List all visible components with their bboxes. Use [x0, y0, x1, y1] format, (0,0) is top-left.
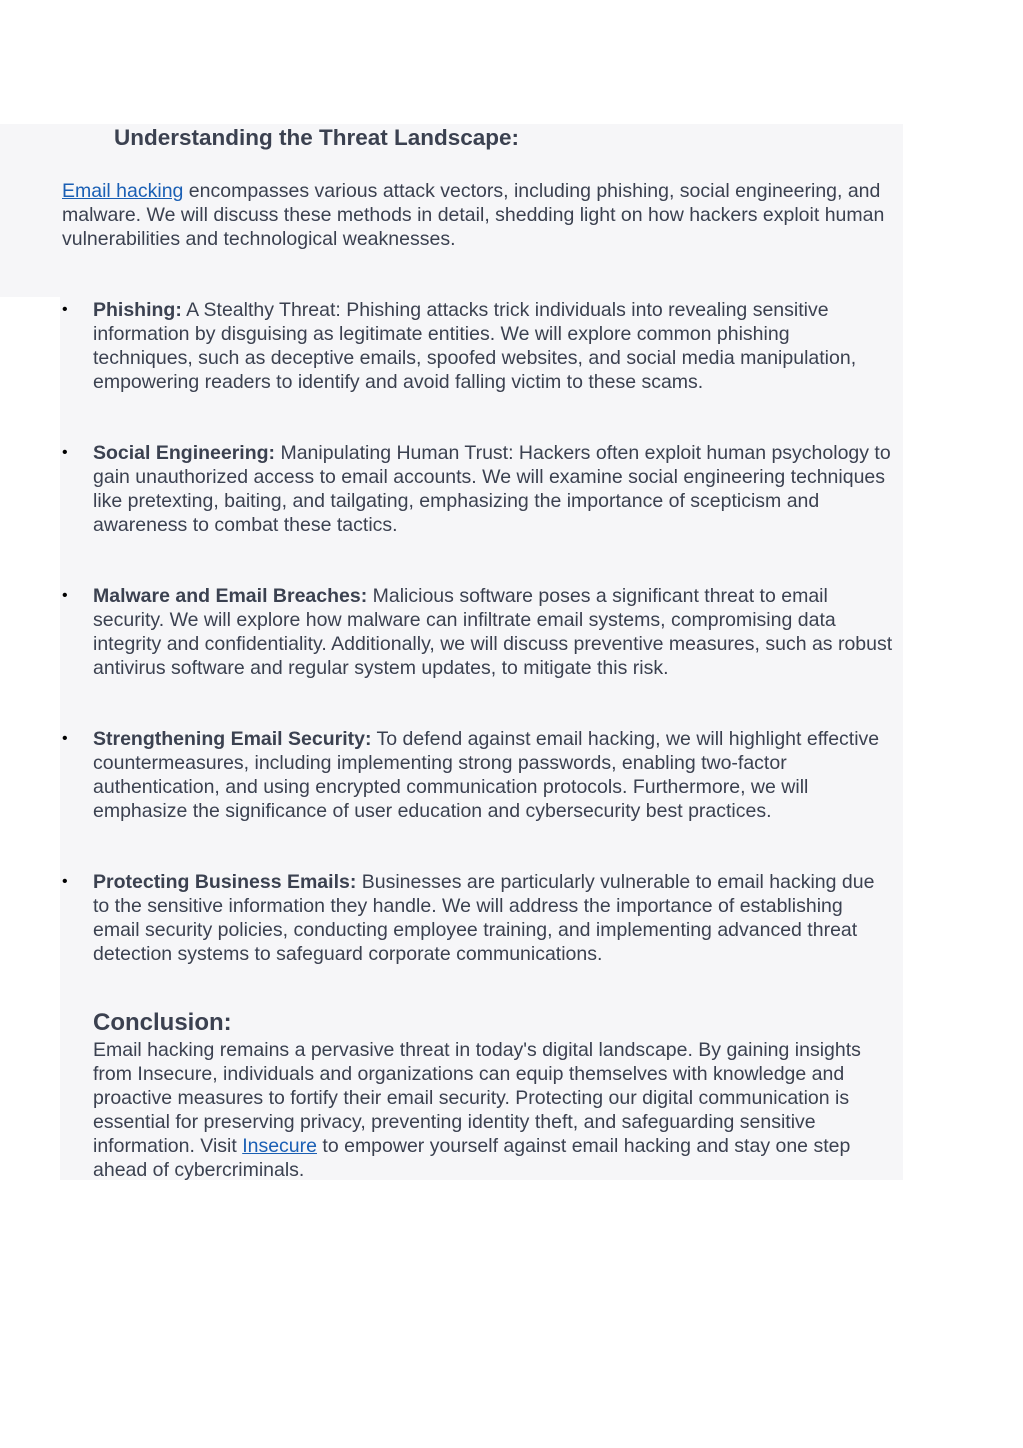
list-item-malware: [62, 584, 893, 680]
list-item-strengthening-security: [62, 727, 893, 823]
list-item-title: Social Engineering:: [93, 442, 276, 464]
list-item-text: A Stealthy Threat: Phishing attacks trick individuals into revealing sensitive information by disguising as legitimate entities. We will explore common phishing techniques, such as deceptive emails, spoofed websites, and social media manipulation, empowering readers to identify and avoid falling victim to these scams.: [93, 299, 857, 393]
list-item-business-emails: [62, 870, 893, 966]
intro-text: encompasses various attack vectors, including phishing, social engineering, and malware. We will discuss these methods in detail, shedding light on how hackers exploit human vulnerabilities and technological weaknesses.: [62, 180, 885, 250]
list-item-title: Strengthening Email Security:: [93, 728, 372, 750]
conclusion-text-after: to empower yourself against email hacking and stay one step ahead of cybercriminals.: [93, 1135, 851, 1181]
list-item-title: Malware and Email Breaches:: [93, 585, 368, 607]
list-item-title: Phishing:: [93, 299, 182, 321]
insecure-link[interactable]: Insecure: [242, 1135, 317, 1157]
list-item-social-engineering: [62, 441, 893, 537]
conclusion-heading: Conclusion:: [93, 1009, 232, 1036]
list-item-text: Businesses are particularly vulnerable to email hacking due to the sensitive information they handle. We will address the importance of establishing email security policies, conducting employee training, and implementing advanced threat detection systems to safeguard corporate communications.: [93, 871, 875, 965]
email-hacking-link[interactable]: Email hacking: [62, 180, 184, 202]
bullet-icon: •: [62, 873, 68, 890]
intro-paragraph: [62, 179, 898, 251]
list-item-title: Protecting Business Emails:: [93, 871, 357, 893]
bullet-icon: •: [62, 301, 68, 318]
bullet-icon: •: [62, 587, 68, 604]
threat-list: [62, 298, 893, 1013]
conclusion-text-before: Email hacking remains a pervasive threat in today's digital landscape. By gaining insights from Insecure, individuals and organizations can equip themselves with knowledge and proactive measures to fortify their email security. Protecting our digital communication is essential for preserving privacy, preventing identity theft, and safeguarding sensitive information. Visit: [93, 1039, 861, 1157]
section-heading: Understanding the Threat Landscape:: [114, 125, 520, 150]
list-item-phishing: [62, 298, 893, 394]
list-item-text: Malicious software poses a significant threat to email security. We will explore how malware can infiltrate email systems, compromising data integrity and confidentiality. Additionally, we will discuss preventive measures, such as robust antivirus software and regular system updates, to mitigate this risk.: [93, 585, 893, 679]
bullet-icon: •: [62, 730, 68, 747]
conclusion-paragraph: [93, 1038, 893, 1182]
list-item-text: To defend against email hacking, we will highlight effective countermeasures, including implementing strong passwords, enabling two-factor authentication, and using encrypted communication protocols. Furthermore, we will emphasize the significance of user education and cybersecurity best practices.: [93, 728, 880, 822]
bullet-icon: •: [62, 444, 68, 461]
list-item-text: Manipulating Human Trust: Hackers often exploit human psychology to gain unauthorized access to email accounts. We will examine social engineering techniques like pretexting, baiting, and tailgating, emphasizing the importance of scepticism and awareness to combat these tactics.: [93, 442, 891, 536]
